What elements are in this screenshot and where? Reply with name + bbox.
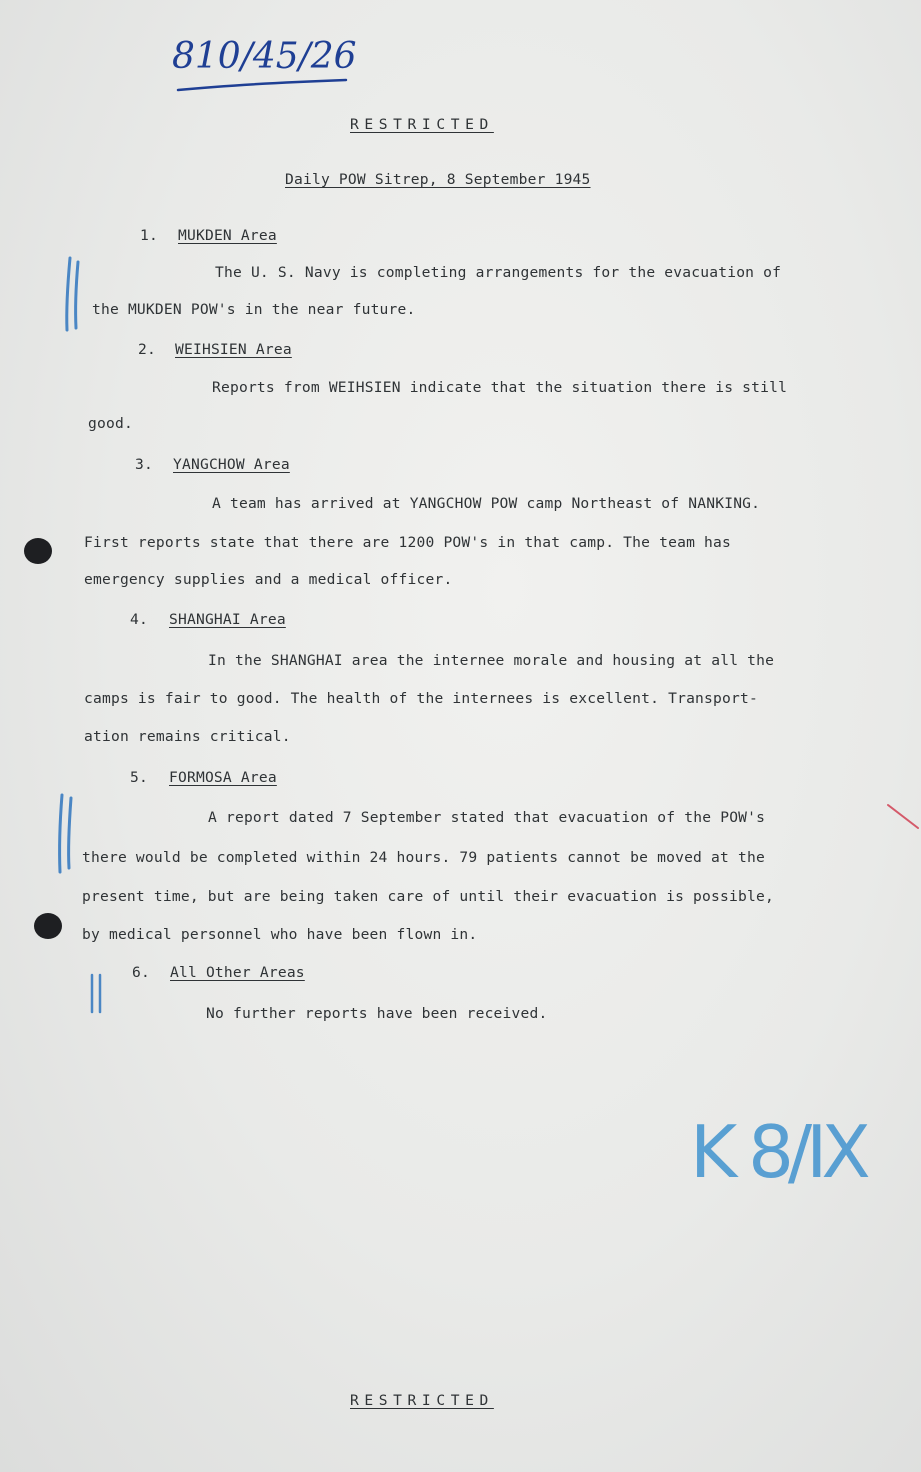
handwritten-initials: K 8/IX bbox=[690, 1110, 865, 1194]
section-5-line-4: by medical personnel who have been flown in. bbox=[82, 926, 478, 943]
section-4-line-2: camps is fair to good. The health of the internees is excellent. Transport- bbox=[84, 690, 758, 707]
section-5-line-3: present time, but are being taken care of until their evacuation is possible, bbox=[82, 888, 774, 905]
section-5-number: 5. bbox=[130, 769, 148, 786]
section-6-number: 6. bbox=[132, 964, 150, 981]
section-1-line-2: the MUKDEN POW's in the near future. bbox=[92, 301, 416, 318]
section-1-heading: MUKDEN Area bbox=[178, 227, 277, 244]
section-2-line-1: Reports from WEIHSIEN indicate that the situation there is still bbox=[212, 379, 788, 396]
section-3-line-2: First reports state that there are 1200 POW's in that camp. The team has bbox=[84, 534, 732, 551]
section-2-line-2: good. bbox=[88, 415, 133, 432]
section-3-line-3: emergency supplies and a medical officer. bbox=[84, 571, 453, 588]
section-3-number: 3. bbox=[135, 456, 153, 473]
section-5-heading: FORMOSA Area bbox=[169, 769, 277, 786]
double-bar-mark-section-6 bbox=[92, 975, 100, 1012]
section-4-line-3: ation remains critical. bbox=[84, 728, 291, 745]
section-5-line-2: there would be completed within 24 hours. 79 patients cannot be moved at the bbox=[82, 849, 765, 866]
red-pencil-mark bbox=[888, 805, 918, 828]
section-2-number: 2. bbox=[138, 341, 156, 358]
double-bar-mark-section-1 bbox=[67, 258, 78, 330]
section-1-line-1: The U. S. Navy is completing arrangements for the evacuation of bbox=[215, 264, 782, 281]
section-1-number: 1. bbox=[140, 227, 158, 244]
handwritten-reference: 810/45/26 bbox=[172, 36, 357, 77]
section-3-heading: YANGCHOW Area bbox=[173, 456, 290, 473]
footer-classification: RESTRICTED bbox=[350, 1392, 494, 1409]
section-4-number: 4. bbox=[130, 611, 148, 628]
section-2-heading: WEIHSIEN Area bbox=[175, 341, 292, 358]
punch-hole-upper bbox=[24, 538, 52, 564]
section-4-line-1: In the SHANGHAI area the internee morale and housing at all the bbox=[208, 652, 775, 669]
header-classification: RESTRICTED bbox=[350, 116, 494, 133]
section-4-heading: SHANGHAI Area bbox=[169, 611, 286, 628]
section-6-line-1: No further reports have been received. bbox=[206, 1005, 548, 1022]
punch-hole-lower bbox=[34, 913, 62, 939]
double-bar-mark-section-5 bbox=[60, 795, 71, 872]
section-5-line-1: A report dated 7 September stated that evacuation of the POW's bbox=[208, 809, 766, 826]
document-title: Daily POW Sitrep, 8 September 1945 bbox=[285, 171, 591, 188]
section-3-line-1: A team has arrived at YANGCHOW POW camp Northeast of NANKING. bbox=[212, 495, 761, 512]
section-6-heading: All Other Areas bbox=[170, 964, 305, 981]
